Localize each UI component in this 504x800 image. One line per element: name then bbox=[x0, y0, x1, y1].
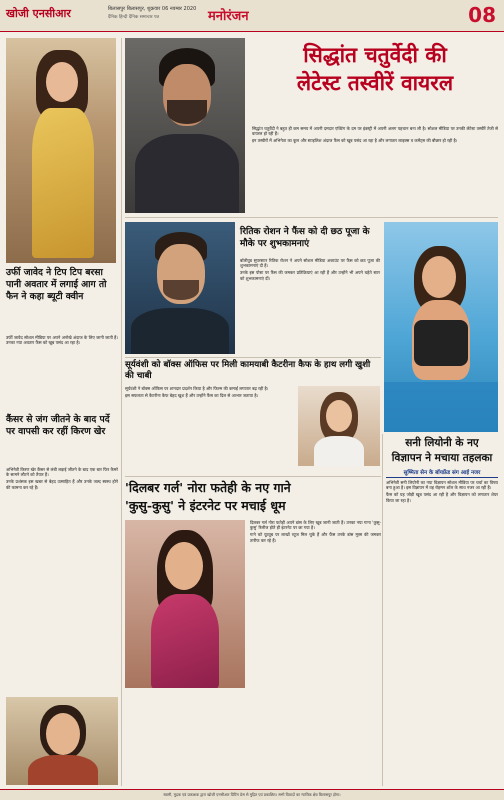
main-headline-line2: लेटेस्ट तस्वीरें वायरल bbox=[296, 70, 454, 95]
masthead-dateline: बिलासपुर बिलासपुर, शुक्रवार 06 नवम्बर 2020 bbox=[108, 6, 197, 12]
nora-headline-line2: 'कुसु-कुसु' ने इंटरनेट पर मचाई धूम bbox=[125, 498, 286, 513]
main-story-body bbox=[252, 126, 498, 214]
cancer-headline: कैंसर से जंग जीतने के बाद पर्दे पर वापसी कर रहीं किरण खेर bbox=[6, 414, 110, 437]
sunny-paragraph-1: अभिनेत्री सनी लियोनी का नया विज्ञापन सोशल मीडिया पर चर्चा का विषय बना हुआ है। इस विज्ञापन में वह रोहमन शॉल के साथ नजर आ रही हैं। bbox=[386, 480, 498, 491]
section-title: मनोरंजन bbox=[208, 9, 249, 24]
urfi-saree bbox=[32, 108, 94, 258]
sunny-water bbox=[384, 382, 498, 432]
main-paragraph-2: इन तस्वीरों में अभिनेता का कूल और स्टाइलिश अंदाज फैंस को खूब पसंद आ रहा है और लगातार लाइक्स व कमेंट्स की बौछार हो रही है। bbox=[252, 138, 458, 144]
hrithik-paragraph-2: उनके इस पोस्ट पर फैंस की जमकर प्रतिक्रियाएं आ रही हैं और उन्होंने भी अपने चहेते स्टार को शुभकामनाएं दीं। bbox=[240, 270, 380, 281]
sunny-headline-line2: विज्ञापन ने मचाया तहलका bbox=[391, 452, 493, 464]
hrithik-beard bbox=[163, 280, 199, 300]
hrithik-paragraph-1: बॉलीवुड सुपरस्टार रितिक रोशन ने अपने सोशल मीडिया अकाउंट पर फैंस को छठ पूजा की शुभकामनाएं दी हैं। bbox=[240, 258, 380, 269]
sunny-body bbox=[386, 480, 498, 786]
divider-under-main bbox=[125, 217, 498, 218]
cancer-paragraph-2: उनके प्रशंसक इस खबर से बेहद उत्साहित हैं और उनके जल्द स्वस्थ होने की कामना कर रहे हैं। bbox=[6, 479, 118, 490]
siddhant-beard bbox=[167, 100, 207, 124]
hrithik-body bbox=[240, 258, 380, 354]
nora-photo bbox=[125, 520, 245, 688]
sunny-subhead: सुष्मिता सेन के बॉयफ्रेंड संग आई नजर bbox=[386, 468, 498, 478]
urfi-headline: उर्फी जावेद ने टिप टिप बरसा पानी अवतार में लगाई आग तो फैन ने कहा ब्यूटी क्वीन bbox=[6, 267, 107, 302]
katrina-headline: सूर्यवंशी को बॉक्स ऑफिस पर मिली कामयाबी कैटरीना कैफ के हाथ लगी खुशी की चाबी bbox=[125, 360, 371, 381]
urfi-paragraph: उर्फी जावेद सोशल मीडिया पर अपने अनोखे अंदाज के लिए जानी जाती हैं। उनका नया अवतार फैंस को खूब पसंद आ रहा है। bbox=[6, 335, 118, 346]
katrina-paragraph-1: सूर्यवंशी ने बॉक्स ऑफिस पर शानदार प्रदर्शन किया है और फिल्म की कमाई लगातार बढ़ रही है। bbox=[125, 386, 269, 391]
cancer-paragraph-1: अभिनेत्री किरण खेर कैंसर से लंबी लड़ाई जीतने के बाद एक बार फिर कैमरे के सामने लौटने को तैयार हैं। bbox=[6, 467, 118, 478]
nora-body bbox=[250, 520, 381, 786]
masthead bbox=[0, 0, 504, 32]
kirron-photo bbox=[6, 697, 118, 785]
nora-face bbox=[165, 542, 203, 590]
divider-above-katrina bbox=[125, 357, 381, 358]
nora-paragraph-1: दिलबर गर्ल नोरा फतेही अपने डांस के लिए खूब जानी जाती हैं। उनका नया गाना 'कुसु-कुसु' रिलीज होते ही इंटरनेट पर छा गया है। bbox=[250, 520, 381, 531]
main-paragraph-1: सिद्धांत चतुर्वेदी ने बहुत ही कम समय में अपनी दमदार एक्टिंग के दम पर इंडस्ट्री में अपनी अलग पहचान बना ली है। सोशल मीडिया पर उनकी लेटेस्ट तस्वीरें तेजी से वायरल हो रही हैं। bbox=[252, 126, 498, 137]
hrithik-shirt bbox=[131, 308, 229, 354]
katrina-body bbox=[125, 386, 295, 474]
sunny-paragraph-2: फैंस को यह जोड़ी खूब पसंद आ रही है और विज्ञापन को लगातार शेयर किया जा रहा है। bbox=[386, 492, 498, 503]
kirron-dress bbox=[28, 755, 98, 785]
masthead-subline: दैनिक हिन्दी दैनिक समाचार पत्र bbox=[108, 15, 160, 20]
hrithik-headline: रितिक रोशन ने फैंस को दी छठ पूजा के मौके पर शुभकामनाएं bbox=[240, 227, 370, 249]
siddhant-shirt bbox=[135, 134, 239, 213]
katrina-photo bbox=[298, 386, 380, 466]
sunny-photo bbox=[384, 222, 498, 432]
page-number: 08 bbox=[468, 3, 496, 27]
urfi-face bbox=[46, 62, 78, 102]
kirron-face bbox=[46, 713, 80, 755]
divider-above-nora bbox=[125, 476, 381, 477]
hrithik-photo bbox=[125, 222, 235, 354]
urfi-body bbox=[6, 335, 118, 413]
main-headline-line1: सिद्धांत चतुर्वेदी की bbox=[303, 42, 447, 67]
katrina-paragraph-2: इस सफलता से कैटरीना कैफ बेहद खुश हैं और उन्होंने फैंस का दिल से आभार जताया है। bbox=[125, 392, 259, 398]
nora-outfit bbox=[151, 594, 219, 688]
footer-imprint: स्वामी, मुद्रक एवं प्रकाशक द्वारा खोजी एनसीआर प्रिंटिंग प्रेस से मुद्रित एवं प्रकाशित। सभी विवादों का न्यायिक क्षेत्र बिलासपुर होगा। bbox=[0, 789, 504, 800]
nora-paragraph-2: गाने को यूट्यूब पर लाखों व्यूज मिल चुके हैं और फैंस उनके डांस मूव्स की जमकर तारीफ कर रहे हैं। bbox=[250, 532, 381, 543]
column-divider-left bbox=[121, 38, 122, 786]
column-divider-right bbox=[382, 434, 383, 786]
katrina-face bbox=[326, 400, 352, 432]
sunny-headline-line1: सनी लियोनी के नए bbox=[405, 437, 479, 449]
nora-headline-line1: 'दिलबर गर्ल' नोरा फतेही के नए गाने bbox=[125, 480, 291, 495]
masthead-logo: खोजी एनसीआर bbox=[6, 7, 71, 20]
katrina-dress bbox=[314, 436, 364, 466]
siddhant-photo bbox=[125, 38, 245, 213]
sunny-face bbox=[422, 256, 456, 298]
urfi-photo bbox=[6, 38, 116, 263]
cancer-body bbox=[6, 467, 118, 697]
sunny-swimsuit bbox=[414, 320, 468, 366]
